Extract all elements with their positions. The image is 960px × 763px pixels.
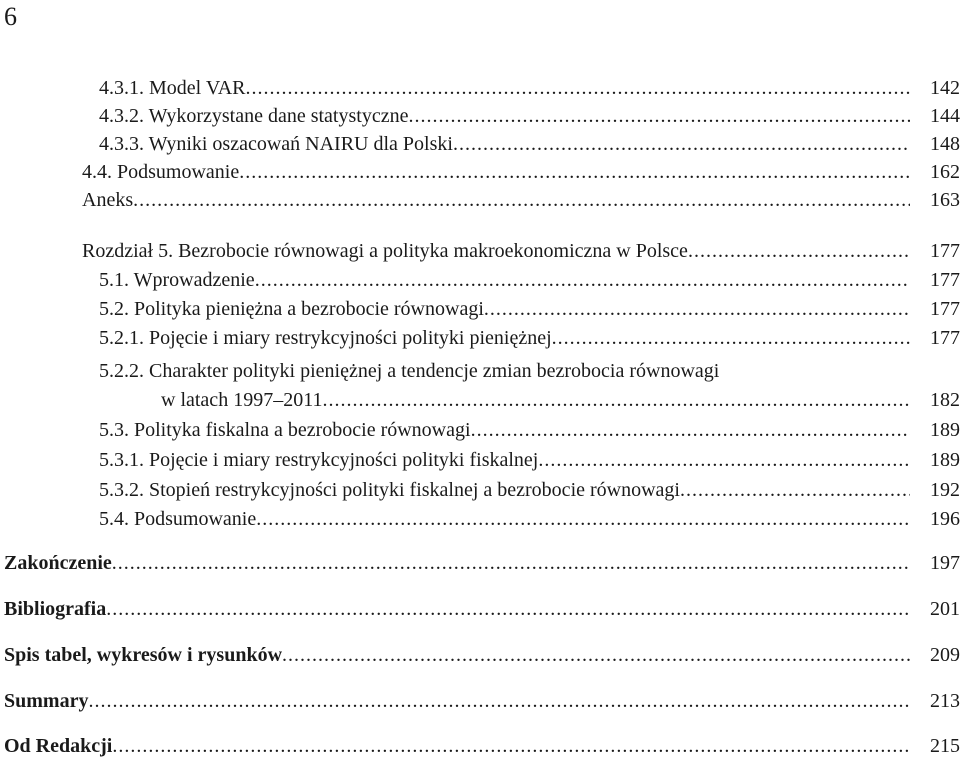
toc-entry-title: Zakończenie bbox=[4, 552, 112, 574]
toc-entry-page: 201 bbox=[930, 598, 960, 620]
toc-entry-page: 192 bbox=[930, 479, 960, 501]
page-number: 6 bbox=[4, 2, 17, 31]
toc-entry-title: 5.3.1. Pojęcie i miary restrykcyjności polityki fiskalnej bbox=[99, 449, 539, 471]
toc-entry-page: 162 bbox=[930, 161, 960, 183]
toc-leader-dots bbox=[408, 102, 910, 130]
toc-entry-title: Aneks bbox=[82, 189, 134, 211]
toc-entry-page: 177 bbox=[930, 240, 960, 262]
toc-section-entry[interactable] bbox=[0, 732, 960, 760]
toc-entry-page: 163 bbox=[930, 189, 960, 211]
toc-leader-dots bbox=[112, 549, 910, 577]
toc-leader-dots bbox=[538, 446, 910, 474]
toc-entry-page: 142 bbox=[930, 77, 960, 99]
toc-entry-page: 182 bbox=[930, 389, 960, 411]
toc-leader-dots bbox=[255, 266, 910, 294]
toc-entry-continuation[interactable] bbox=[0, 386, 960, 414]
toc-entry-title: 4.3.1. Model VAR bbox=[99, 77, 246, 99]
toc-leader-dots bbox=[246, 74, 910, 102]
toc-entry-page: 189 bbox=[930, 419, 960, 441]
toc-entry-title: Summary bbox=[4, 690, 89, 712]
toc-entry-title: 5.1. Wprowadzenie bbox=[99, 269, 255, 291]
toc-entry-page: 148 bbox=[930, 133, 960, 155]
toc-entry[interactable] bbox=[0, 266, 960, 294]
toc-entry[interactable] bbox=[0, 324, 960, 352]
toc-entry-title: 5.3.2. Stopień restrykcyjności polityki fiskalnej a bezrobocie równowagi bbox=[99, 479, 680, 501]
toc-entry-title: Rozdział 5. Bezrobocie równowagi a polityka makroekonomiczna w Polsce bbox=[82, 240, 688, 262]
toc-leader-dots bbox=[471, 416, 910, 444]
toc-entry[interactable] bbox=[0, 416, 960, 444]
toc-entry-title: 4.3.2. Wykorzystane dane statystyczne bbox=[99, 105, 409, 127]
toc-entry-title: 4.4. Podsumowanie bbox=[82, 161, 240, 183]
toc-entry[interactable] bbox=[0, 74, 960, 102]
toc-leader-dots bbox=[133, 186, 910, 214]
toc-entry-title: Spis tabel, wykresów i rysunków bbox=[4, 644, 283, 666]
toc-entry-title: 5.3. Polityka fiskalna a bezrobocie równowagi bbox=[99, 419, 471, 441]
toc-leader-dots bbox=[88, 687, 910, 715]
toc-entry[interactable] bbox=[0, 186, 960, 214]
toc-leader-dots bbox=[112, 732, 910, 760]
toc-entry-page: 196 bbox=[930, 508, 960, 530]
toc-entry-title: 5.2. Polityka pieniężna a bezrobocie równowagi bbox=[99, 298, 484, 320]
toc-leader-dots bbox=[239, 158, 910, 186]
toc-leader-dots bbox=[322, 386, 910, 414]
toc-leader-dots bbox=[256, 505, 910, 533]
toc-entry-title: 5.2.1. Pojęcie i miary restrykcyjności polityki pieniężnej bbox=[99, 327, 552, 349]
toc-section-entry[interactable] bbox=[0, 687, 960, 715]
toc-entry[interactable] bbox=[0, 158, 960, 186]
toc-entry[interactable] bbox=[0, 295, 960, 323]
toc-entry-page: 177 bbox=[930, 269, 960, 291]
toc-entry-title: Bibliografia bbox=[4, 598, 107, 620]
toc-leader-dots bbox=[680, 476, 910, 504]
toc-entry[interactable] bbox=[0, 505, 960, 533]
toc-entry-page: 213 bbox=[930, 690, 960, 712]
toc-entry-page: 209 bbox=[930, 644, 960, 666]
toc-entry[interactable] bbox=[0, 130, 960, 158]
toc-entry[interactable] bbox=[0, 446, 960, 474]
toc-section-entry[interactable] bbox=[0, 549, 960, 577]
toc-entry[interactable] bbox=[0, 357, 960, 385]
toc-entry-title: 5.2.2. Charakter polityki pieniężnej a tendencje zmian bezrobocia równowagi bbox=[99, 360, 720, 382]
toc-leader-dots bbox=[688, 237, 910, 265]
toc-entry[interactable] bbox=[0, 476, 960, 504]
toc-leader-dots bbox=[106, 595, 910, 623]
toc-entry-page: 197 bbox=[930, 552, 960, 574]
toc-entry-title: w latach 1997–2011 bbox=[161, 389, 323, 411]
toc-section-entry[interactable] bbox=[0, 641, 960, 669]
toc-entry-page: 177 bbox=[930, 298, 960, 320]
toc-entry-title: 5.4. Podsumowanie bbox=[99, 508, 257, 530]
toc-entry-page: 189 bbox=[930, 449, 960, 471]
toc-leader-dots bbox=[282, 641, 910, 669]
toc-leader-dots bbox=[484, 295, 910, 323]
toc-entry-title: Od Redakcji bbox=[4, 735, 113, 757]
toc-entry-title: 4.3.3. Wyniki oszacowań NAIRU dla Polski bbox=[99, 133, 453, 155]
toc-entry-page: 177 bbox=[930, 327, 960, 349]
toc-section-entry[interactable] bbox=[0, 595, 960, 623]
toc-leader-dots bbox=[453, 130, 910, 158]
toc-entry[interactable] bbox=[0, 102, 960, 130]
toc-entry-page: 215 bbox=[930, 735, 960, 757]
toc-chapter-entry[interactable] bbox=[0, 237, 960, 265]
toc-entry-page: 144 bbox=[930, 105, 960, 127]
toc-leader-dots bbox=[552, 324, 910, 352]
